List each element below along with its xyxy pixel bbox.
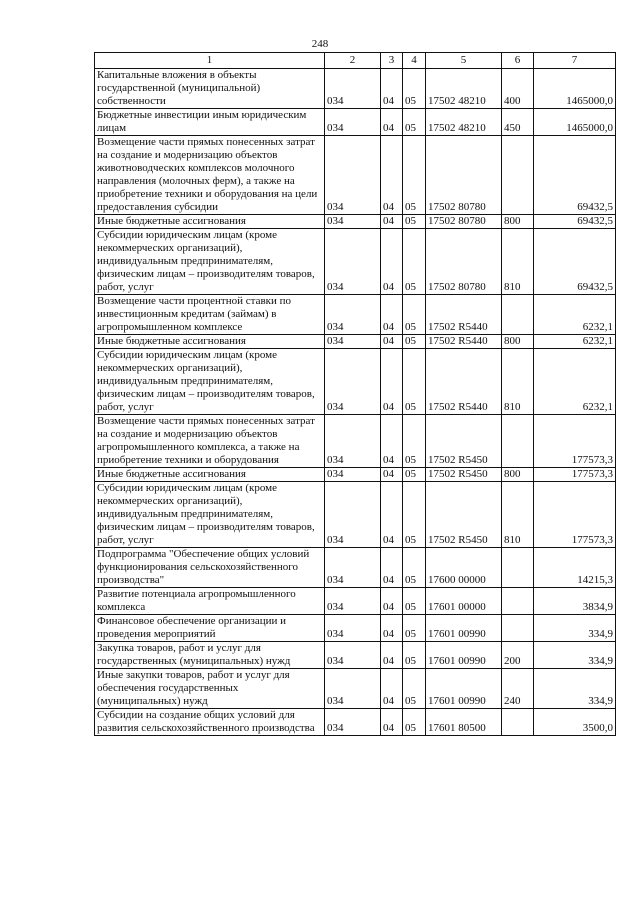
subsection-code-cell: 05 xyxy=(403,215,426,229)
section-code-cell: 04 xyxy=(381,69,403,109)
subsection-code-cell: 05 xyxy=(403,415,426,468)
target-code-cell: 17502 48210 xyxy=(426,109,502,136)
amount-cell: 1465000,0 xyxy=(534,109,616,136)
expense-type-cell: 810 xyxy=(502,229,534,295)
expense-type-cell xyxy=(502,136,534,215)
section-code-cell: 04 xyxy=(381,615,403,642)
ministry-code-cell: 034 xyxy=(325,669,381,709)
amount-cell: 6232,1 xyxy=(534,295,616,335)
expense-type-cell: 800 xyxy=(502,468,534,482)
target-code-cell: 17502 80780 xyxy=(426,229,502,295)
subsection-code-cell: 05 xyxy=(403,709,426,736)
target-code-cell: 17601 00990 xyxy=(426,669,502,709)
page-number: 248 xyxy=(311,38,329,50)
table-row xyxy=(95,669,616,709)
section-code-cell: 04 xyxy=(381,229,403,295)
target-code-cell: 17601 00000 xyxy=(426,588,502,615)
subsection-code-cell: 05 xyxy=(403,468,426,482)
table-body xyxy=(95,69,616,736)
row-name-cell: Иные бюджетные ассигнования xyxy=(95,335,325,349)
row-name-cell: Развитие потенциала агропромышленного комплекса xyxy=(95,588,325,615)
table-row xyxy=(95,229,616,295)
table-row xyxy=(95,215,616,229)
ministry-code-cell: 034 xyxy=(325,642,381,669)
column-header: 3 xyxy=(381,53,403,69)
expense-type-cell: 800 xyxy=(502,215,534,229)
section-code-cell: 04 xyxy=(381,709,403,736)
ministry-code-cell: 034 xyxy=(325,136,381,215)
target-code-cell: 17502 R5440 xyxy=(426,335,502,349)
row-name-cell: Иные закупки товаров, работ и услуг для обеспечения государственных (муниципальных) нужд xyxy=(95,669,325,709)
amount-cell: 1465000,0 xyxy=(534,69,616,109)
table-row xyxy=(95,482,616,548)
amount-cell: 3834,9 xyxy=(534,588,616,615)
amount-cell: 69432,5 xyxy=(534,136,616,215)
amount-cell: 177573,3 xyxy=(534,468,616,482)
ministry-code-cell: 034 xyxy=(325,588,381,615)
target-code-cell: 17502 80780 xyxy=(426,215,502,229)
expense-type-cell: 200 xyxy=(502,642,534,669)
column-header: 4 xyxy=(403,53,426,69)
ministry-code-cell: 034 xyxy=(325,335,381,349)
expense-type-cell xyxy=(502,588,534,615)
budget-table xyxy=(94,52,616,736)
row-name-cell: Иные бюджетные ассигнования xyxy=(95,215,325,229)
ministry-code-cell: 034 xyxy=(325,109,381,136)
target-code-cell: 17502 R5450 xyxy=(426,482,502,548)
expense-type-cell: 800 xyxy=(502,335,534,349)
section-code-cell: 04 xyxy=(381,588,403,615)
row-name-cell: Подпрограмма "Обеспечение общих условий функционирования сельскохозяйственного производства" xyxy=(95,548,325,588)
expense-type-cell: 810 xyxy=(502,482,534,548)
amount-cell: 334,9 xyxy=(534,642,616,669)
table-row xyxy=(95,415,616,468)
subsection-code-cell: 05 xyxy=(403,349,426,415)
subsection-code-cell: 05 xyxy=(403,295,426,335)
ministry-code-cell: 034 xyxy=(325,349,381,415)
expense-type-cell xyxy=(502,615,534,642)
section-code-cell: 04 xyxy=(381,468,403,482)
amount-cell: 6232,1 xyxy=(534,335,616,349)
expense-type-cell xyxy=(502,295,534,335)
section-code-cell: 04 xyxy=(381,642,403,669)
ministry-code-cell: 034 xyxy=(325,548,381,588)
row-name-cell: Субсидии юридическим лицам (кроме некоммерческих организаций), индивидуальным предпринимателям, физическим лицам – производителям товаров, работ, услуг xyxy=(95,482,325,548)
section-code-cell: 04 xyxy=(381,482,403,548)
subsection-code-cell: 05 xyxy=(403,136,426,215)
target-code-cell: 17502 48210 xyxy=(426,69,502,109)
column-header: 2 xyxy=(325,53,381,69)
section-code-cell: 04 xyxy=(381,109,403,136)
ministry-code-cell: 034 xyxy=(325,229,381,295)
subsection-code-cell: 05 xyxy=(403,69,426,109)
ministry-code-cell: 034 xyxy=(325,468,381,482)
ministry-code-cell: 034 xyxy=(325,482,381,548)
column-header: 1 xyxy=(95,53,325,69)
table-row xyxy=(95,109,616,136)
target-code-cell: 17502 R5440 xyxy=(426,295,502,335)
amount-cell: 69432,5 xyxy=(534,215,616,229)
target-code-cell: 17502 R5440 xyxy=(426,349,502,415)
subsection-code-cell: 05 xyxy=(403,669,426,709)
ministry-code-cell: 034 xyxy=(325,415,381,468)
ministry-code-cell: 034 xyxy=(325,615,381,642)
expense-type-cell xyxy=(502,709,534,736)
subsection-code-cell: 05 xyxy=(403,642,426,669)
column-header: 7 xyxy=(534,53,616,69)
column-header: 5 xyxy=(426,53,502,69)
section-code-cell: 04 xyxy=(381,136,403,215)
table-row xyxy=(95,615,616,642)
row-name-cell: Капитальные вложения в объекты государственной (муниципальной) собственности xyxy=(95,69,325,109)
ministry-code-cell: 034 xyxy=(325,69,381,109)
subsection-code-cell: 05 xyxy=(403,588,426,615)
section-code-cell: 04 xyxy=(381,215,403,229)
table-row xyxy=(95,335,616,349)
row-name-cell: Закупка товаров, работ и услуг для государственных (муниципальных) нужд xyxy=(95,642,325,669)
row-name-cell: Возмещение части прямых понесенных затрат на создание и модернизацию объектов животноводческих комплексов молочного направления (молочных ферм), а также на приобретение техники и оборудования на цели предоставления субсидии xyxy=(95,136,325,215)
subsection-code-cell: 05 xyxy=(403,109,426,136)
amount-cell: 177573,3 xyxy=(534,415,616,468)
subsection-code-cell: 05 xyxy=(403,482,426,548)
ministry-code-cell: 034 xyxy=(325,295,381,335)
amount-cell: 334,9 xyxy=(534,615,616,642)
table-row xyxy=(95,349,616,415)
target-code-cell: 17601 00990 xyxy=(426,642,502,669)
table-row xyxy=(95,642,616,669)
subsection-code-cell: 05 xyxy=(403,229,426,295)
target-code-cell: 17601 00990 xyxy=(426,615,502,642)
table-row xyxy=(95,295,616,335)
expense-type-cell: 450 xyxy=(502,109,534,136)
amount-cell: 6232,1 xyxy=(534,349,616,415)
amount-cell: 177573,3 xyxy=(534,482,616,548)
amount-cell: 3500,0 xyxy=(534,709,616,736)
target-code-cell: 17502 R5450 xyxy=(426,468,502,482)
row-name-cell: Возмещение части прямых понесенных затрат на создание и модернизацию объектов агропромышленного комплекса, а также на приобретение техники и оборудования xyxy=(95,415,325,468)
row-name-cell: Субсидии юридическим лицам (кроме некоммерческих организаций), индивидуальным предпринимателям, физическим лицам – производителям товаров, работ, услуг xyxy=(95,349,325,415)
row-name-cell: Бюджетные инвестиции иным юридическим лицам xyxy=(95,109,325,136)
section-code-cell: 04 xyxy=(381,669,403,709)
expense-type-cell xyxy=(502,548,534,588)
expense-type-cell: 240 xyxy=(502,669,534,709)
section-code-cell: 04 xyxy=(381,349,403,415)
table-row xyxy=(95,468,616,482)
expense-type-cell: 810 xyxy=(502,349,534,415)
row-name-cell: Субсидии юридическим лицам (кроме некоммерческих организаций), индивидуальным предпринимателям, физическим лицам – производителям товаров, работ, услуг xyxy=(95,229,325,295)
table-row xyxy=(95,69,616,109)
expense-type-cell xyxy=(502,415,534,468)
section-code-cell: 04 xyxy=(381,415,403,468)
table-row xyxy=(95,136,616,215)
target-code-cell: 17502 R5450 xyxy=(426,415,502,468)
column-header: 6 xyxy=(502,53,534,69)
table-header-row xyxy=(95,53,616,69)
ministry-code-cell: 034 xyxy=(325,709,381,736)
amount-cell: 14215,3 xyxy=(534,548,616,588)
amount-cell: 334,9 xyxy=(534,669,616,709)
target-code-cell: 17502 80780 xyxy=(426,136,502,215)
ministry-code-cell: 034 xyxy=(325,215,381,229)
row-name-cell: Иные бюджетные ассигнования xyxy=(95,468,325,482)
expense-type-cell: 400 xyxy=(502,69,534,109)
section-code-cell: 04 xyxy=(381,335,403,349)
table-row xyxy=(95,548,616,588)
row-name-cell: Субсидии на создание общих условий для развития сельскохозяйственного производства xyxy=(95,709,325,736)
row-name-cell: Возмещение части процентной ставки по инвестиционным кредитам (займам) в агропромышленном комплексе xyxy=(95,295,325,335)
target-code-cell: 17601 80500 xyxy=(426,709,502,736)
target-code-cell: 17600 00000 xyxy=(426,548,502,588)
row-name-cell: Финансовое обеспечение организации и проведения мероприятий xyxy=(95,615,325,642)
table-row xyxy=(95,588,616,615)
subsection-code-cell: 05 xyxy=(403,615,426,642)
subsection-code-cell: 05 xyxy=(403,548,426,588)
subsection-code-cell: 05 xyxy=(403,335,426,349)
amount-cell: 69432,5 xyxy=(534,229,616,295)
table-row xyxy=(95,709,616,736)
section-code-cell: 04 xyxy=(381,548,403,588)
section-code-cell: 04 xyxy=(381,295,403,335)
